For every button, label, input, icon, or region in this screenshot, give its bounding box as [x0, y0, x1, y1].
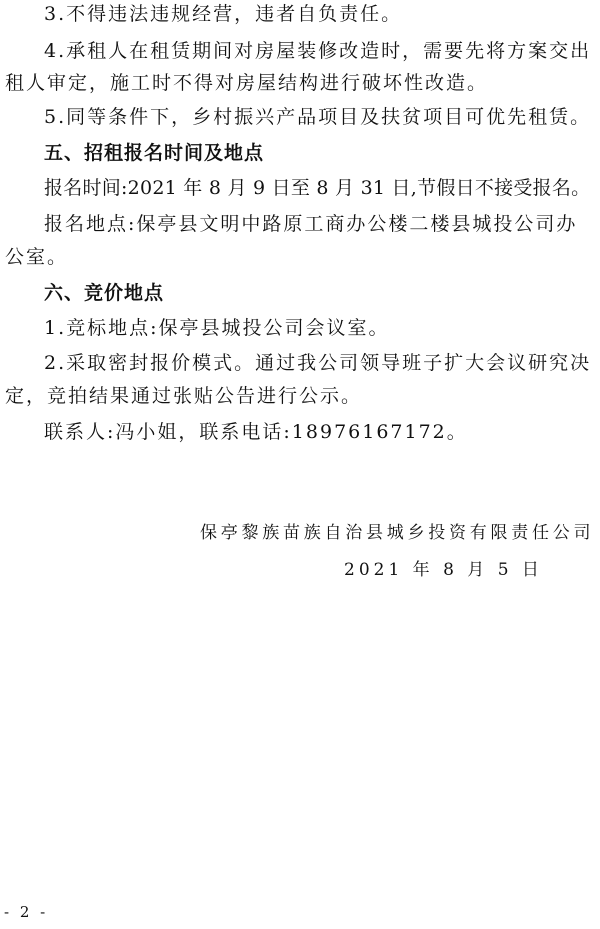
signature-company: 保亭黎族苗族自治县城乡投资有限责任公司	[200, 523, 595, 543]
registration-time: 报名时间:2021 年 8 月 9 日至 8 月 31 日,节假日不接受报名。	[44, 177, 591, 199]
bidding-location: 1.竞标地点:保亭县城投公司会议室。	[44, 317, 390, 339]
registration-place-line-2: 公室。	[5, 246, 69, 268]
section-5-heading: 五、招租报名时间及地点	[44, 142, 265, 164]
clause-4-line-2: 租人审定，施工时不得对房屋结构进行破坏性改造。	[5, 72, 489, 94]
bidding-mode-line-2: 定，竞拍结果通过张贴公告进行公示。	[5, 385, 363, 407]
signature-date: 2021 年 8 月 5 日	[344, 560, 543, 580]
contact-info: 联系人:冯小姐，联系电话:18976167172。	[44, 421, 468, 443]
clause-4-line-1: 4.承租人在租赁期间对房屋装修改造时，需要先将方案交出	[44, 40, 592, 62]
bidding-mode-line-1: 2.采取密封报价模式。通过我公司领导班子扩大会议研究决	[44, 352, 592, 374]
registration-place-line-1: 报名地点:保亭县文明中路原工商办公楼二楼县城投公司办	[44, 213, 578, 235]
section-6-heading: 六、竞价地点	[44, 282, 165, 304]
clause-3: 3.不得违法违规经营，违者自负责任。	[44, 3, 403, 25]
clause-5: 5.同等条件下，乡村振兴产品项目及扶贫项目可优先租赁。	[44, 106, 592, 128]
page-number: - 2 -	[4, 903, 49, 921]
